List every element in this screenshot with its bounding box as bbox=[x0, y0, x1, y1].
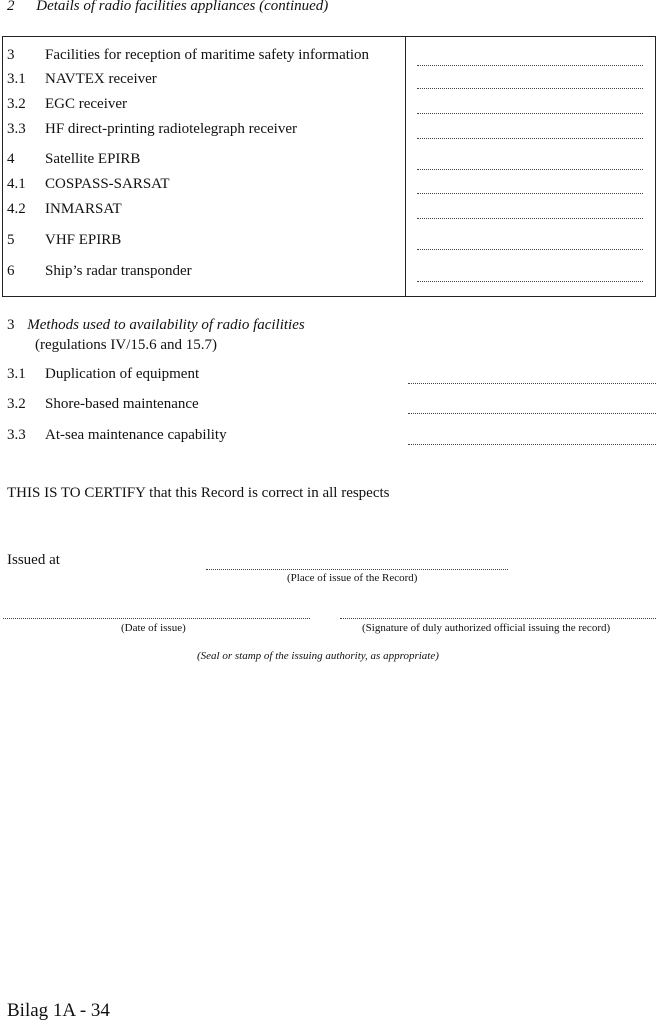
row-number: 3.3 bbox=[7, 121, 26, 137]
entry-field-line[interactable] bbox=[417, 169, 643, 170]
date-caption: (Date of issue) bbox=[121, 622, 186, 634]
certify-statement: THIS IS TO CERTIFY that this Record is correct in all respects bbox=[7, 485, 390, 501]
section-2-number: 2 bbox=[7, 0, 15, 14]
row-number: 6 bbox=[7, 263, 15, 279]
item-number: 3.3 bbox=[7, 427, 26, 443]
signature-line[interactable] bbox=[340, 618, 656, 619]
section-2-heading bbox=[7, 0, 328, 15]
item-number: 3.1 bbox=[7, 366, 26, 382]
entry-field-line[interactable] bbox=[417, 88, 643, 89]
entry-field-line[interactable] bbox=[417, 281, 643, 282]
section-3-subtitle: (regulations IV/15.6 and 15.7) bbox=[35, 337, 218, 353]
table-column-divider bbox=[405, 36, 406, 297]
entry-field-line[interactable] bbox=[417, 65, 643, 66]
entry-field-line[interactable] bbox=[408, 413, 656, 414]
page-footer: Bilag 1A - 34 bbox=[7, 1000, 110, 1021]
row-label: COSPASS-SARSAT bbox=[45, 176, 170, 192]
row-label: NAVTEX receiver bbox=[45, 71, 157, 87]
row-label: Ship’s radar transponder bbox=[45, 263, 192, 279]
item-label: Duplication of equipment bbox=[45, 366, 200, 382]
row-number: 3.2 bbox=[7, 96, 26, 112]
item-number: 3.2 bbox=[7, 396, 26, 412]
place-caption: (Place of issue of the Record) bbox=[287, 572, 418, 584]
place-of-issue-line[interactable] bbox=[206, 569, 508, 570]
row-label: VHF EPIRB bbox=[45, 232, 122, 248]
section-3-number: 3 bbox=[7, 317, 15, 333]
issued-at-label: Issued at bbox=[7, 552, 60, 568]
date-of-issue-line[interactable] bbox=[3, 618, 310, 619]
entry-field-line[interactable] bbox=[417, 249, 643, 250]
row-number: 5 bbox=[7, 232, 15, 248]
row-number: 3 bbox=[7, 47, 15, 63]
entry-field-line[interactable] bbox=[408, 383, 656, 384]
row-number: 3.1 bbox=[7, 71, 26, 87]
row-label: Satellite EPIRB bbox=[45, 151, 141, 167]
row-label: INMARSAT bbox=[45, 201, 122, 217]
entry-field-line[interactable] bbox=[408, 444, 656, 445]
row-label: HF direct-printing radiotelegraph receiver bbox=[45, 121, 297, 137]
item-label: Shore-based maintenance bbox=[45, 396, 199, 412]
row-number: 4.1 bbox=[7, 176, 26, 192]
signature-caption: (Signature of duly authorized official issuing the record) bbox=[362, 622, 611, 634]
row-label: EGC receiver bbox=[45, 96, 128, 112]
section-2-title: Details of radio facilities appliances (continued) bbox=[36, 0, 329, 14]
row-label: Facilities for reception of maritime safety information bbox=[45, 47, 370, 63]
row-number: 4.2 bbox=[7, 201, 26, 217]
item-label: At-sea maintenance capability bbox=[45, 427, 227, 443]
section-3-title: Methods used to availability of radio facilities bbox=[27, 317, 305, 333]
entry-field-line[interactable] bbox=[417, 193, 643, 194]
seal-caption: (Seal or stamp of the issuing authority, as appropriate) bbox=[197, 650, 439, 662]
entry-field-line[interactable] bbox=[417, 113, 643, 114]
entry-field-line[interactable] bbox=[417, 138, 643, 139]
row-number: 4 bbox=[7, 151, 15, 167]
section-3-heading bbox=[7, 317, 305, 334]
entry-field-line[interactable] bbox=[417, 218, 643, 219]
